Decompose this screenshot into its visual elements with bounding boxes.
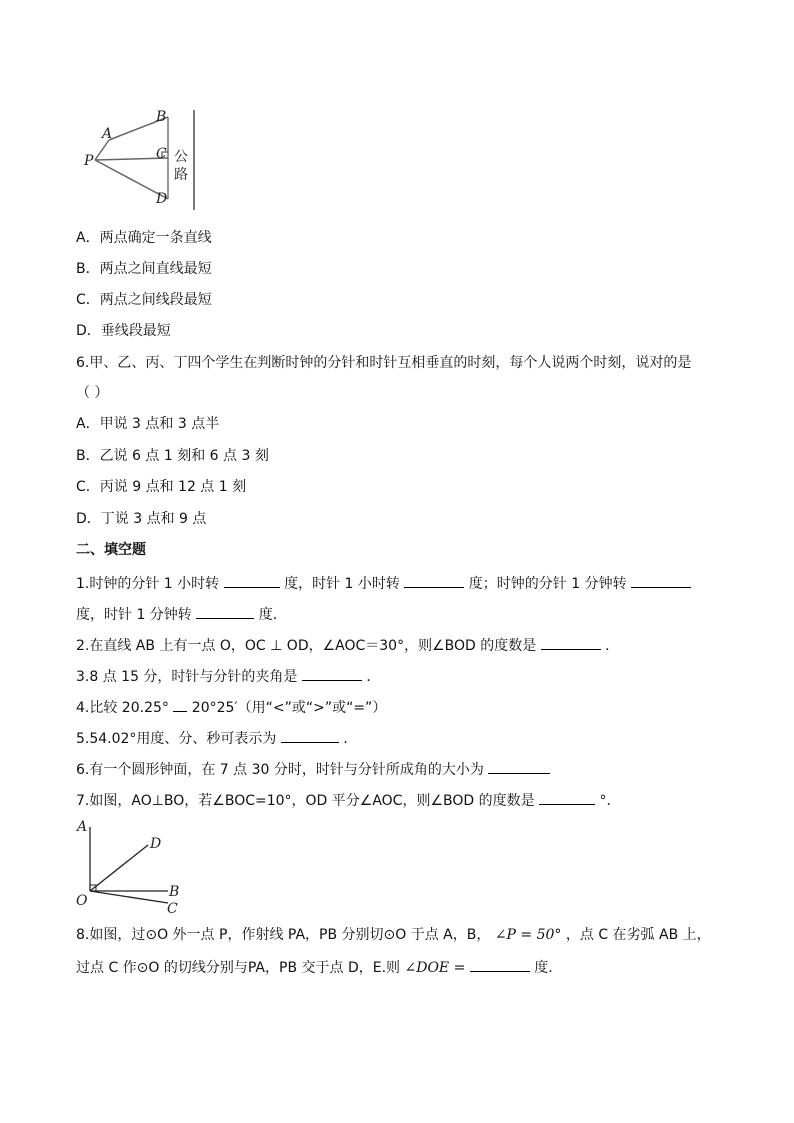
- road-label-2: 路: [174, 167, 188, 183]
- fig2-point-o: O: [76, 893, 88, 909]
- road-label-1: 公: [174, 149, 188, 165]
- fill-q6-text-a: 6.有一个圆形钟面，在 7 点 30 分时，时针与分针所成角的大小为: [76, 762, 484, 778]
- fill-q1-blank-1[interactable]: [224, 573, 280, 588]
- q5-option-a: A．两点确定一条直线: [76, 230, 212, 246]
- fill-q6: [76, 759, 550, 779]
- figure-angle-diagram: [72, 815, 192, 920]
- fill-q5: [76, 728, 357, 748]
- fill-q8-angle-p: ∠P = 50°: [494, 927, 562, 943]
- fill-q1-blank-3[interactable]: [631, 573, 691, 588]
- fill-q7-text-b: °．: [599, 793, 621, 809]
- q6-option-a: A．甲说 3 点和 3 点半: [76, 416, 220, 432]
- fill-q2-text-b: ．: [605, 638, 620, 654]
- q6-stem-line1: 6.甲、乙、丙、丁四个学生在判断时钟的分针和时针互相垂直的时刻，每个人说两个时刻，说对的是: [76, 355, 692, 371]
- fill-q8-text-d: 度.: [534, 960, 553, 976]
- fill-q1-blank-4[interactable]: [196, 604, 254, 619]
- point-d-label: D: [156, 191, 168, 207]
- fig2-point-a: A: [77, 819, 88, 835]
- fill-q2-text-a: 2.在直线 AB 上有一点 O，OC ⊥ OD，∠AOC＝30°，则∠BOD 的度数是: [76, 638, 537, 654]
- fill-q4-blank[interactable]: [173, 697, 187, 712]
- point-b-label: B: [156, 109, 167, 125]
- q6-option-d: D．丁说 3 点和 9 点: [76, 511, 207, 527]
- fill-q7-text-a: 7.如图，AO⊥BO，若∠BOC=10°，OD 平分∠AOC，则∠BOD 的度数是: [76, 793, 535, 809]
- fill-q8-line2: [76, 957, 553, 977]
- q6-option-b: B．乙说 6 点 1 刻和 6 点 3 刻: [76, 448, 269, 464]
- fill-q5-blank[interactable]: [281, 728, 339, 743]
- fill-q8-angle-doe: ∠DOE =: [404, 960, 466, 976]
- q5-option-c: C．两点之间线段最短: [76, 292, 212, 308]
- q5-option-b: B．两点之间直线最短: [76, 261, 212, 277]
- point-p-label: P: [84, 153, 94, 169]
- fig2-point-c: C: [167, 901, 178, 917]
- point-a-label: A: [102, 126, 113, 142]
- fill-q1-text-b: 度，时针 1 小时转: [284, 576, 400, 592]
- fill-q4: [76, 697, 386, 717]
- figure-road-diagram: [80, 105, 210, 215]
- fill-q4-text-a: 4.比较 20.25°: [76, 700, 169, 716]
- fig2-point-b: B: [169, 884, 180, 900]
- point-c-label: C: [156, 146, 167, 162]
- fill-q8-blank[interactable]: [470, 957, 530, 972]
- fill-q7-blank[interactable]: [539, 790, 595, 805]
- fill-q1-text-e: 度．: [258, 607, 287, 623]
- fill-q8-text-c: 过点 C 作⊙O 的切线分别与PA，PB 交于点 D，E.则: [76, 960, 401, 976]
- fill-q6-blank[interactable]: [488, 759, 550, 774]
- fill-q5-text-b: ．: [343, 731, 358, 747]
- q6-option-c: C．丙说 9 点和 12 点 1 刻: [76, 479, 247, 495]
- section-2-title: 二、填空题: [76, 542, 146, 558]
- fill-q1-line1: [76, 573, 691, 593]
- fill-q4-text-b: 20°25′（用“<”或“>”或“=”）: [191, 700, 387, 716]
- fill-q3-text-b: ．: [366, 669, 381, 685]
- fill-q7: [76, 790, 621, 810]
- fill-q1-text-d: 度，时针 1 分钟转: [76, 607, 192, 623]
- fill-q8-text-b: ，点 C 在劣弧 AB 上，: [565, 927, 711, 943]
- fill-q5-text-a: 5.54.02°用度、分、秒可表示为: [76, 731, 277, 747]
- fill-q1-blank-2[interactable]: [404, 573, 464, 588]
- fill-q8-text-a: 8.如图，过⊙O 外一点 P，作射线 PA，PB 分别切⊙O 于点 A，B，: [76, 927, 491, 943]
- fill-q3-text-a: 3.8 点 15 分，时针与分针的夹角是: [76, 669, 298, 685]
- fill-q2: [76, 635, 619, 655]
- fill-q3: [76, 666, 380, 686]
- fill-q3-blank[interactable]: [302, 666, 362, 681]
- fill-q1-line2: [76, 604, 287, 624]
- fill-q1-text-a: 1.时钟的分针 1 小时转: [76, 576, 220, 592]
- fill-q1-text-c: 度；时钟的分针 1 分钟转: [468, 576, 627, 592]
- q6-stem-line2: （ ）: [76, 385, 109, 401]
- q5-option-d: D．垂线段最短: [76, 323, 171, 339]
- fill-q8-line1: [76, 926, 711, 944]
- fig2-point-d: D: [150, 836, 162, 852]
- fill-q2-blank[interactable]: [541, 635, 601, 650]
